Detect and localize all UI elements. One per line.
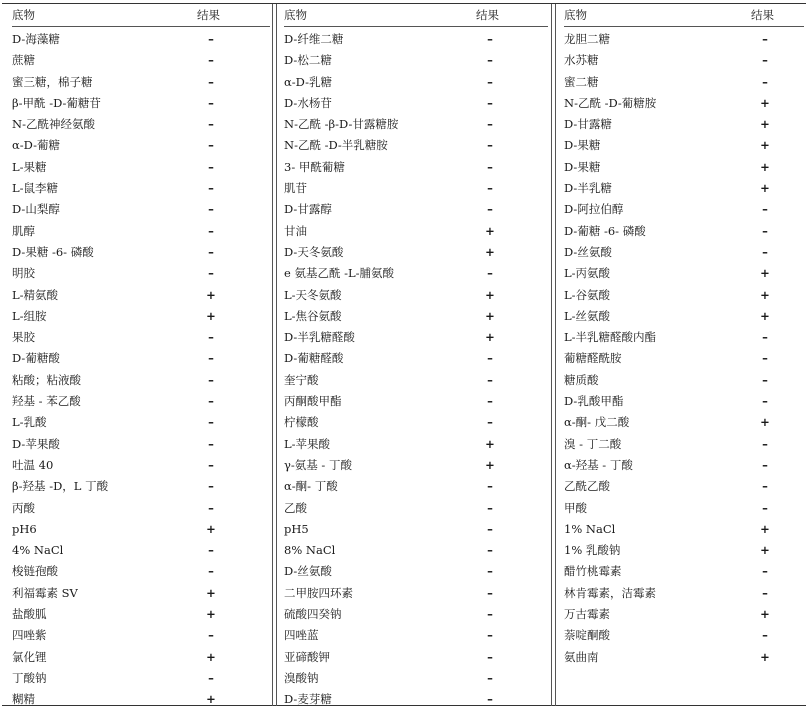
substrate-cell: N-乙酰神经氨酸 [12, 117, 95, 132]
substrate-cell: D-葡糖酸 [12, 351, 60, 366]
substrate-cell: 龙胆二糖 [564, 32, 610, 46]
table-row [12, 221, 270, 242]
result-cell: – [762, 628, 768, 643]
substrate-cell: 溴酸钠 [284, 670, 319, 685]
substrate-cell: 1% 乳酸钠 [564, 543, 621, 558]
result-cell: – [487, 628, 493, 643]
table-row [284, 370, 548, 391]
substrate-cell: 利福霉素 SV [12, 585, 78, 600]
result-cell: – [208, 53, 214, 68]
substrate-cell: D-果糖 [564, 138, 601, 153]
substrate-cell: 葡糖醛酰胺 [564, 351, 622, 366]
result-cell: + [206, 585, 216, 600]
substrate-cell: 3- 甲酰葡糖 [284, 159, 345, 174]
result-cell: + [206, 521, 216, 536]
table-row [12, 540, 270, 561]
table-row [12, 412, 270, 433]
column-divider [272, 4, 273, 706]
substrate-cell: 粘酸；粘液酸 [12, 372, 81, 387]
table-row [12, 519, 270, 540]
substrate-cell: N-乙酰 -β-D-甘露糖胺 [284, 117, 399, 132]
table-column-1 [12, 4, 270, 711]
result-cell: – [487, 181, 493, 196]
result-cell: – [762, 372, 768, 387]
substrate-cell: 林肯霉素，洁霉素 [564, 585, 656, 600]
table-row [564, 625, 804, 646]
table-row [564, 327, 804, 348]
substrate-cell: 蔗糖 [12, 53, 35, 68]
substrate-cell: pH5 [284, 521, 309, 536]
substrate-cell: L-焦谷氨酸 [284, 308, 342, 323]
result-cell: – [762, 330, 768, 345]
result-cell: – [487, 95, 493, 110]
table-row [284, 50, 548, 71]
result-cell: – [487, 32, 493, 46]
substrate-cell: L-半乳糖醛酸内酯 [564, 330, 657, 345]
table-row [564, 199, 804, 220]
substrate-cell: α-D-乳糖 [284, 74, 332, 89]
substrate-cell: L-苹果酸 [284, 436, 331, 451]
table-row [12, 327, 270, 348]
result-cell: – [487, 585, 493, 600]
substrate-cell: D-葡糖 -6- 磷酸 [564, 223, 646, 238]
result-cell: – [487, 649, 493, 664]
result-cell: – [208, 95, 214, 110]
result-cell: + [760, 117, 770, 132]
result-cell: + [760, 607, 770, 622]
table-row [12, 434, 270, 455]
table-row [284, 157, 548, 178]
table-header [284, 4, 548, 27]
substrate-cell: 吐温 40 [12, 457, 54, 472]
table-row [564, 540, 804, 561]
result-cell: – [208, 74, 214, 89]
table-column-2 [284, 4, 548, 711]
result-cell: – [208, 138, 214, 153]
table-row [284, 689, 548, 710]
table-row [12, 668, 270, 689]
result-cell: – [487, 351, 493, 366]
table-row [284, 242, 548, 263]
column-divider [276, 4, 277, 706]
result-cell: – [208, 628, 214, 643]
result-cell: – [762, 564, 768, 579]
substrate-cell: L-组胺 [12, 308, 47, 323]
table-row [12, 689, 270, 710]
substrate-cell: 醋竹桃霉素 [564, 564, 622, 579]
table-row [284, 540, 548, 561]
result-cell: – [487, 564, 493, 579]
table-row [564, 114, 804, 135]
table-row [284, 455, 548, 476]
result-cell: – [762, 479, 768, 494]
result-cell: – [208, 117, 214, 132]
table-row [284, 29, 548, 50]
result-cell: – [208, 564, 214, 579]
substrate-cell: D-阿拉伯醇 [564, 202, 624, 217]
table-row [564, 135, 804, 156]
result-cell: – [762, 244, 768, 259]
table-row [12, 455, 270, 476]
result-cell: + [206, 308, 216, 323]
table-row [284, 348, 548, 369]
result-cell: – [762, 202, 768, 217]
substrate-cell: 糊精 [12, 692, 35, 707]
result-cell: – [208, 351, 214, 366]
table-row [564, 50, 804, 71]
table-row [564, 391, 804, 412]
result-cell: – [487, 521, 493, 536]
table-row [284, 327, 548, 348]
result-cell: + [760, 138, 770, 153]
table-row [12, 306, 270, 327]
table-row [12, 135, 270, 156]
table-row [12, 157, 270, 178]
table-row [12, 647, 270, 668]
substrate-cell: D-水杨苷 [284, 95, 332, 110]
table-row [284, 668, 548, 689]
result-cell: – [487, 74, 493, 89]
substrate-cell: L-谷氨酸 [564, 287, 611, 302]
table-row [284, 72, 548, 93]
substrate-cell: e 氨基乙酰 -L-脯氨酸 [284, 266, 395, 281]
substrate-header: 底物 [564, 8, 587, 22]
table-row [12, 583, 270, 604]
table-row [564, 604, 804, 625]
substrate-cell: 乙酸 [284, 500, 307, 515]
result-cell: – [487, 415, 493, 430]
table-row [12, 625, 270, 646]
substrate-cell: D-丝氨酸 [284, 564, 332, 579]
table-header [12, 4, 270, 27]
table-row [564, 498, 804, 519]
substrate-cell: L-丝氨酸 [564, 308, 611, 323]
table-row [284, 498, 548, 519]
table-row [564, 476, 804, 497]
substrate-cell: 4% NaCl [12, 543, 64, 558]
substrate-header: 底物 [12, 8, 35, 22]
result-cell: – [208, 543, 214, 558]
result-cell: + [760, 266, 770, 281]
result-cell: + [485, 330, 495, 345]
table-row [12, 50, 270, 71]
result-cell: – [208, 244, 214, 259]
result-cell: – [487, 266, 493, 281]
result-cell: + [206, 692, 216, 707]
substrate-cell: 水苏糖 [564, 53, 599, 68]
table-row [284, 199, 548, 220]
substrate-cell: 溴 - 丁二酸 [564, 436, 622, 451]
table-row [564, 157, 804, 178]
substrate-cell: 丁酸钠 [12, 670, 47, 685]
substrate-cell: N-乙酰 -D-葡糖胺 [564, 95, 657, 110]
result-cell: – [208, 372, 214, 387]
result-cell: – [762, 436, 768, 451]
table-row [564, 178, 804, 199]
table-row [12, 242, 270, 263]
table-row [284, 306, 548, 327]
table-row [564, 263, 804, 284]
substrate-cell: L-天冬氨酸 [284, 287, 342, 302]
substrate-cell: L-丙氨酸 [564, 266, 611, 281]
table-row [564, 72, 804, 93]
result-cell: + [485, 244, 495, 259]
table-row [284, 114, 548, 135]
table-row [12, 604, 270, 625]
table-column-3 [564, 4, 804, 668]
substrate-header: 底物 [284, 8, 307, 22]
substrate-cell: D-果糖 -6- 磷酸 [12, 244, 94, 259]
result-cell: – [762, 74, 768, 89]
table-row [284, 476, 548, 497]
table-row [564, 455, 804, 476]
table-row [284, 221, 548, 242]
substrate-cell: 氨曲南 [564, 649, 599, 664]
substrate-cell: 1% NaCl [564, 521, 616, 536]
result-cell: – [208, 457, 214, 472]
substrate-cell: 丙酸 [12, 500, 35, 515]
table-row [12, 178, 270, 199]
substrate-cell: D-苹果酸 [12, 436, 60, 451]
table-row [12, 114, 270, 135]
result-cell: – [762, 53, 768, 68]
substrate-cell: 氯化锂 [12, 649, 47, 664]
result-cell: – [208, 500, 214, 515]
result-cell: – [208, 330, 214, 345]
result-cell: + [760, 308, 770, 323]
result-cell: + [760, 287, 770, 302]
substrate-cell: D-纤维二糖 [284, 32, 344, 46]
substrate-cell: 万古霉素 [564, 607, 610, 622]
result-cell: – [762, 585, 768, 600]
table-row [12, 263, 270, 284]
result-cell: – [487, 479, 493, 494]
table-row [284, 178, 548, 199]
substrate-cell: 四唑蓝 [284, 628, 319, 643]
result-cell: – [208, 32, 214, 46]
result-cell: – [208, 266, 214, 281]
substrate-cell: α-D-葡糖 [12, 138, 60, 153]
table-row [564, 93, 804, 114]
result-cell: + [485, 223, 495, 238]
substrate-cell: D-半乳糖 [564, 181, 612, 196]
substrate-cell: D-甘露糖 [564, 117, 612, 132]
table-row [12, 476, 270, 497]
table-row [284, 604, 548, 625]
substrate-cell: 四唑紫 [12, 628, 47, 643]
result-cell: + [485, 436, 495, 451]
result-cell: – [762, 394, 768, 409]
result-cell: – [487, 159, 493, 174]
table-row [564, 412, 804, 433]
substrate-cell: D-乳酸甲酯 [564, 394, 624, 409]
result-cell: + [760, 543, 770, 558]
table-header [564, 4, 804, 27]
substrate-cell: L-精氨酸 [12, 287, 59, 302]
substrate-cell: N-乙酰 -D-半乳糖胺 [284, 138, 388, 153]
substrate-cell: 硫酸四癸钠 [284, 607, 342, 622]
table-row [564, 434, 804, 455]
result-cell: – [487, 202, 493, 217]
result-cell: – [487, 692, 493, 707]
result-cell: – [208, 436, 214, 451]
result-cell: + [206, 287, 216, 302]
substrate-cell: D-果糖 [564, 159, 601, 174]
table-row [564, 583, 804, 604]
table-row [564, 29, 804, 50]
substrate-cell: 果胶 [12, 330, 35, 345]
result-cell: – [762, 223, 768, 238]
table-row [12, 285, 270, 306]
substrate-cell: D-丝氨酸 [564, 244, 612, 259]
table-row [12, 348, 270, 369]
table-row [564, 285, 804, 306]
result-cell: – [208, 159, 214, 174]
table-row [12, 561, 270, 582]
table-row [12, 370, 270, 391]
substrate-cell: 梭链孢酸 [12, 564, 58, 579]
substrate-cell: D-麦芽糖 [284, 692, 332, 707]
result-cell: + [206, 649, 216, 664]
table-row [564, 647, 804, 668]
table-row [284, 412, 548, 433]
table-row [284, 263, 548, 284]
result-cell: + [485, 457, 495, 472]
substrate-cell: 二甲胺四环素 [284, 585, 353, 600]
result-cell: – [762, 500, 768, 515]
substrate-cell: 甘油 [284, 223, 307, 238]
substrate-cell: α-羟基 - 丁酸 [564, 457, 633, 472]
result-cell: – [208, 415, 214, 430]
substrate-cell: 乙酰乙酸 [564, 479, 610, 494]
table-row [564, 370, 804, 391]
table-row [12, 199, 270, 220]
result-cell: + [760, 521, 770, 536]
substrate-cell: L-乳酸 [12, 415, 47, 430]
substrate-cell: pH6 [12, 521, 37, 536]
substrate-cell: 肌醇 [12, 223, 35, 238]
result-cell: + [760, 415, 770, 430]
substrate-cell: 羟基 - 苯乙酸 [12, 394, 81, 409]
substrate-cell: D-甘露醇 [284, 202, 332, 217]
result-cell: – [208, 223, 214, 238]
result-cell: – [487, 500, 493, 515]
result-cell: – [762, 457, 768, 472]
result-cell: – [487, 372, 493, 387]
result-cell: – [762, 32, 768, 46]
substrate-cell: 8% NaCl [284, 543, 336, 558]
table-row [284, 285, 548, 306]
table-row [564, 519, 804, 540]
substrate-cell: 柠檬酸 [284, 415, 319, 430]
table-row [284, 135, 548, 156]
result-header: 结果 [476, 8, 499, 22]
table-row [12, 29, 270, 50]
table-row [284, 647, 548, 668]
result-header: 结果 [751, 8, 774, 22]
table-row [564, 221, 804, 242]
substrate-cell: D-半乳糖醛酸 [284, 330, 355, 345]
table-row [284, 583, 548, 604]
result-cell: – [208, 479, 214, 494]
table-row [284, 434, 548, 455]
table-row [12, 498, 270, 519]
result-cell: + [760, 95, 770, 110]
substrate-cell: D-松二糖 [284, 53, 332, 68]
table-row [564, 348, 804, 369]
result-cell: – [208, 181, 214, 196]
table-row [564, 242, 804, 263]
table-row [284, 519, 548, 540]
substrate-cell: 盐酸胍 [12, 607, 47, 622]
substrate-cell: D-海藻糖 [12, 32, 60, 46]
substrate-cell: α-酮- 戊二酸 [564, 415, 630, 430]
table-row [564, 561, 804, 582]
substrate-cell: 萘啶酮酸 [564, 628, 610, 643]
substrate-cell: β-甲酰 -D-葡糖苷 [12, 95, 101, 110]
substrate-cell: 亚碲酸钾 [284, 649, 330, 664]
substrate-cell: 明胶 [12, 266, 35, 281]
result-cell: – [487, 543, 493, 558]
table-row [12, 391, 270, 412]
result-cell: – [208, 670, 214, 685]
table-row [284, 561, 548, 582]
table-row [284, 625, 548, 646]
substrate-cell: γ-氨基 - 丁酸 [284, 457, 352, 472]
result-cell: – [487, 138, 493, 153]
result-cell: – [208, 202, 214, 217]
substrate-cell: 甲酸 [564, 500, 587, 515]
result-cell: + [206, 607, 216, 622]
result-cell: – [487, 670, 493, 685]
substrate-cell: 蜜三糖，棉子糖 [12, 74, 93, 89]
result-cell: + [760, 159, 770, 174]
result-cell: – [487, 53, 493, 68]
table-row [12, 72, 270, 93]
substrate-cell: 丙酮酸甲酯 [284, 394, 342, 409]
column-divider [551, 4, 552, 706]
result-cell: + [485, 308, 495, 323]
result-header: 结果 [197, 8, 220, 22]
table-row [564, 306, 804, 327]
result-cell: + [760, 181, 770, 196]
substrate-cell: 蜜二糖 [564, 74, 599, 89]
result-cell: – [208, 394, 214, 409]
substrate-cell: β-羟基 -D，L 丁酸 [12, 479, 109, 494]
result-cell: – [487, 394, 493, 409]
result-cell: – [762, 351, 768, 366]
result-cell: + [485, 287, 495, 302]
substrate-cell: D-天冬氨酸 [284, 244, 344, 259]
result-cell: – [487, 117, 493, 132]
substrate-cell: 糖质酸 [564, 372, 599, 387]
substrate-cell: 肌苷 [284, 181, 307, 196]
table-row [12, 93, 270, 114]
result-cell: – [487, 607, 493, 622]
substrate-cell: D-山梨醇 [12, 202, 60, 217]
table-row [284, 93, 548, 114]
result-cell: + [760, 649, 770, 664]
substrate-cell: α-酮- 丁酸 [284, 479, 338, 494]
substrate-cell: 奎宁酸 [284, 372, 319, 387]
table-row [284, 391, 548, 412]
column-divider [555, 4, 556, 706]
substrate-cell: D-葡糖醛酸 [284, 351, 344, 366]
substrate-cell: L-果糖 [12, 159, 47, 174]
substrate-cell: L-鼠李糖 [12, 181, 59, 196]
